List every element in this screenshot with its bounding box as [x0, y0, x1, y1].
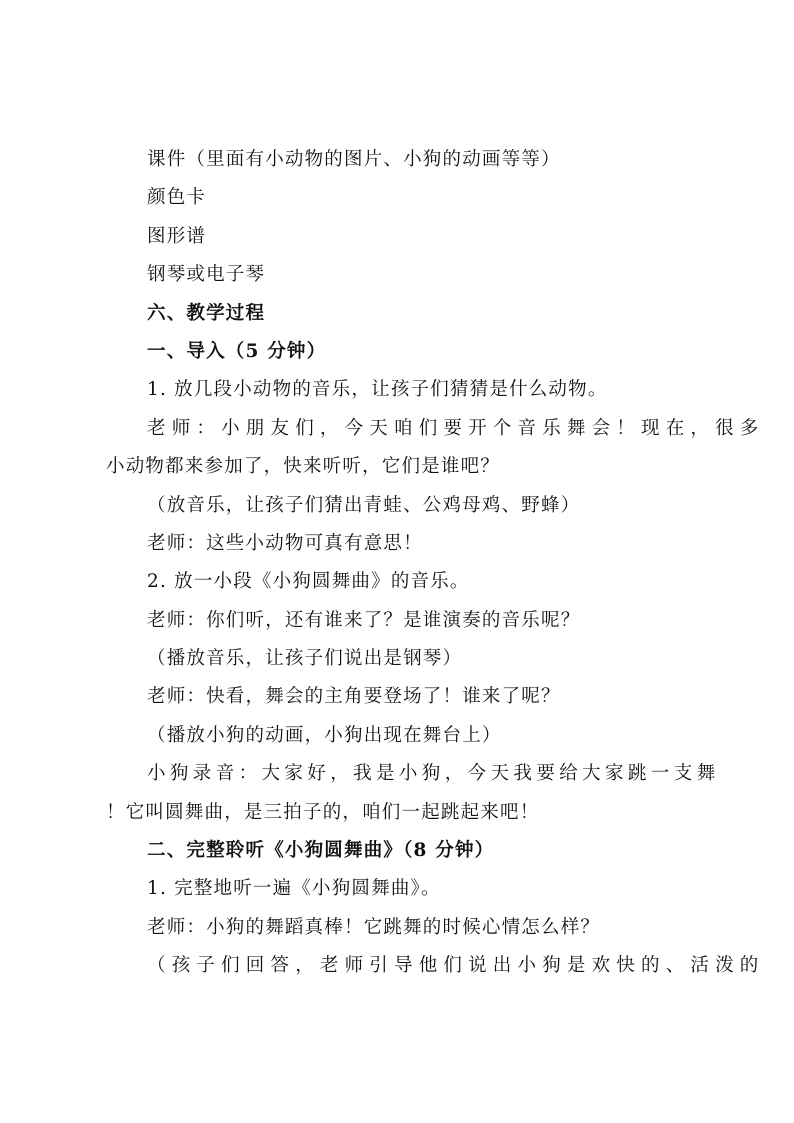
text-line: 老师：小朋友们，今天咱们要开个音乐舞会！现在，很多 — [147, 417, 765, 439]
text-line: 1. 放几段小动物的音乐，让孩子们猜猜是什么动物。 — [147, 379, 608, 401]
text-line: （放音乐，让孩子们猜出青蛙、公鸡母鸡、野蜂） — [147, 494, 581, 516]
text-line: 老师：小狗的舞蹈真棒！它跳舞的时候心情怎么样？ — [147, 916, 601, 938]
text-line: 小狗录音：大家好，我是小狗，今天我要给大家跳一支舞 — [147, 763, 720, 785]
section-heading: 一、导入（5 分钟） — [147, 340, 327, 362]
document-body — [106, 141, 765, 986]
text-line: 老师：你们听，还有谁来了？是谁演奏的音乐呢？ — [147, 609, 581, 631]
text-line: 小动物都来参加了，快来听听，它们是谁吧？ — [106, 456, 501, 478]
text-line: ！它叫圆舞曲，是三拍子的，咱们一起跳起来吧！ — [106, 801, 540, 823]
text-line: 图形谱 — [147, 225, 207, 247]
text-line: 颜色卡 — [147, 187, 207, 209]
text-line: 1. 完整地听一遍《小狗圆舞曲》。 — [147, 878, 441, 900]
text-line: 老师：这些小动物可真有意思！ — [147, 532, 423, 554]
text-line: （播放音乐，让孩子们说出是钢琴） — [147, 648, 463, 670]
text-line: 老师：快看，舞会的主角要登场了！谁来了呢？ — [147, 686, 561, 708]
section-heading: 二、完整聆听《小狗圆舞曲》（8 分钟） — [147, 840, 495, 862]
section-heading: 六、教学过程 — [147, 302, 266, 324]
text-line: 钢琴或电子琴 — [147, 264, 266, 286]
text-line: （孩子们回答，老师引导他们说出小狗是欢快的、活泼的 — [147, 955, 765, 977]
text-line: （播放小狗的动画，小狗出现在舞台上） — [147, 724, 502, 746]
text-line: 2. 放一小段《小狗圆舞曲》的音乐。 — [147, 571, 470, 593]
text-line: 课件（里面有小动物的图片、小狗的动画等等） — [147, 149, 561, 170]
